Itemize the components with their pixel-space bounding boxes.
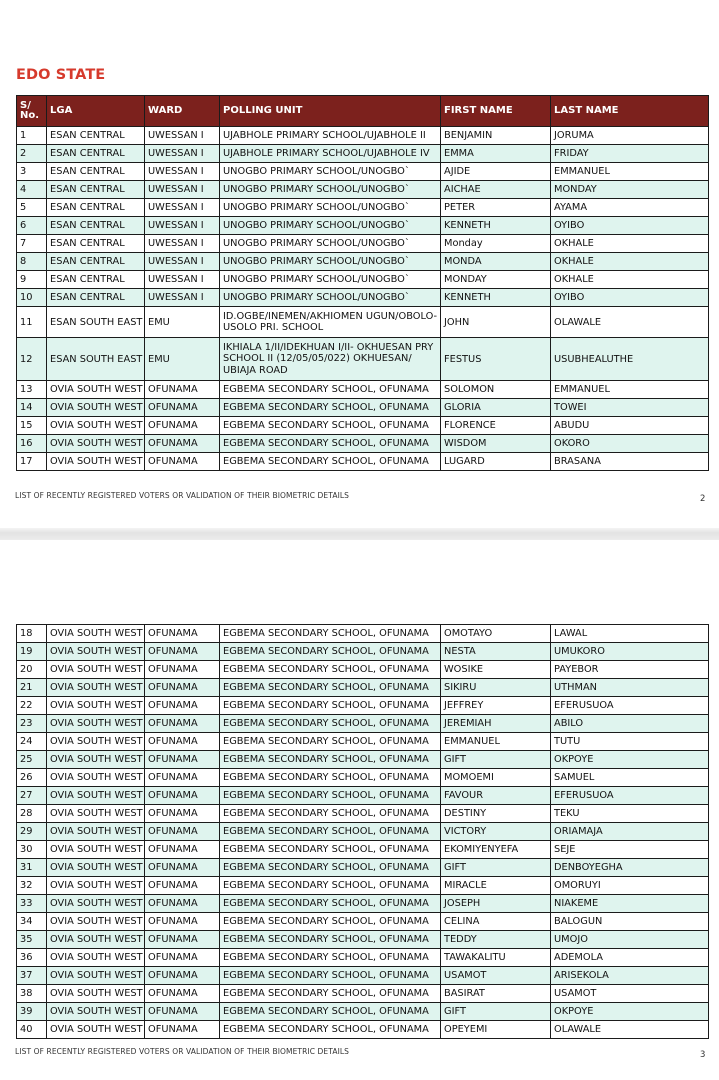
cell-lga: OVIA SOUTH WEST <box>47 751 145 769</box>
column-header-first-name: FIRST NAME <box>441 96 551 127</box>
cell-serial-no: 26 <box>17 769 47 787</box>
cell-lga: OVIA SOUTH WEST <box>47 787 145 805</box>
cell-last-name: OLAWALE <box>551 1021 709 1039</box>
column-header-ward: WARD <box>145 96 220 127</box>
cell-ward: OFUNAMA <box>145 931 220 949</box>
cell-first-name: BENJAMIN <box>441 127 551 145</box>
cell-polling-unit: UJABHOLE PRIMARY SCHOOL/UJABHOLE IV <box>220 145 441 163</box>
cell-lga: ESAN SOUTH EAST <box>47 307 145 338</box>
cell-ward: OFUNAMA <box>145 1021 220 1039</box>
cell-serial-no: 21 <box>17 679 47 697</box>
cell-last-name: OKPOYE <box>551 751 709 769</box>
cell-first-name: JEREMIAH <box>441 715 551 733</box>
cell-lga: ESAN CENTRAL <box>47 235 145 253</box>
cell-lga: OVIA SOUTH WEST <box>47 453 145 471</box>
cell-first-name: BASIRAT <box>441 985 551 1003</box>
cell-first-name: MOMOEMI <box>441 769 551 787</box>
cell-ward: EMU <box>145 307 220 338</box>
cell-lga: OVIA SOUTH WEST <box>47 435 145 453</box>
cell-lga: OVIA SOUTH WEST <box>47 381 145 399</box>
table-row <box>17 127 709 145</box>
cell-serial-no: 24 <box>17 733 47 751</box>
cell-ward: OFUNAMA <box>145 399 220 417</box>
cell-polling-unit: EGBEMA SECONDARY SCHOOL, OFUNAMA <box>220 949 441 967</box>
cell-serial-no: 38 <box>17 985 47 1003</box>
cell-lga: ESAN CENTRAL <box>47 271 145 289</box>
cell-first-name: DESTINY <box>441 805 551 823</box>
cell-polling-unit: EGBEMA SECONDARY SCHOOL, OFUNAMA <box>220 661 441 679</box>
cell-serial-no: 29 <box>17 823 47 841</box>
cell-lga: OVIA SOUTH WEST <box>47 1003 145 1021</box>
cell-first-name: Monday <box>441 235 551 253</box>
cell-polling-unit: EGBEMA SECONDARY SCHOOL, OFUNAMA <box>220 877 441 895</box>
cell-first-name: SOLOMON <box>441 381 551 399</box>
cell-ward: OFUNAMA <box>145 967 220 985</box>
cell-lga: OVIA SOUTH WEST <box>47 967 145 985</box>
cell-polling-unit: EGBEMA SECONDARY SCHOOL, OFUNAMA <box>220 1003 441 1021</box>
table-row <box>17 181 709 199</box>
cell-last-name: OKORO <box>551 435 709 453</box>
cell-ward: UWESSAN I <box>145 289 220 307</box>
table-row <box>17 417 709 435</box>
cell-first-name: CELINA <box>441 913 551 931</box>
cell-polling-unit: EGBEMA SECONDARY SCHOOL, OFUNAMA <box>220 625 441 643</box>
cell-lga: OVIA SOUTH WEST <box>47 895 145 913</box>
cell-ward: OFUNAMA <box>145 625 220 643</box>
cell-ward: OFUNAMA <box>145 435 220 453</box>
table-row <box>17 307 709 338</box>
cell-lga: OVIA SOUTH WEST <box>47 733 145 751</box>
cell-last-name: BALOGUN <box>551 913 709 931</box>
table-row <box>17 949 709 967</box>
table-row <box>17 895 709 913</box>
cell-ward: UWESSAN I <box>145 145 220 163</box>
cell-polling-unit: EGBEMA SECONDARY SCHOOL, OFUNAMA <box>220 985 441 1003</box>
cell-last-name: UTHMAN <box>551 679 709 697</box>
cell-last-name: TOWEI <box>551 399 709 417</box>
cell-first-name: JEFFREY <box>441 697 551 715</box>
column-header-polling-unit: POLLING UNIT <box>220 96 441 127</box>
cell-ward: OFUNAMA <box>145 877 220 895</box>
cell-last-name: AYAMA <box>551 199 709 217</box>
cell-ward: OFUNAMA <box>145 913 220 931</box>
cell-polling-unit: EGBEMA SECONDARY SCHOOL, OFUNAMA <box>220 823 441 841</box>
cell-lga: ESAN CENTRAL <box>47 163 145 181</box>
cell-ward: OFUNAMA <box>145 679 220 697</box>
table-row <box>17 985 709 1003</box>
cell-lga: OVIA SOUTH WEST <box>47 949 145 967</box>
cell-polling-unit: EGBEMA SECONDARY SCHOOL, OFUNAMA <box>220 399 441 417</box>
cell-last-name: OKHALE <box>551 271 709 289</box>
cell-last-name: NIAKEME <box>551 895 709 913</box>
table-row <box>17 625 709 643</box>
cell-polling-unit: EGBEMA SECONDARY SCHOOL, OFUNAMA <box>220 787 441 805</box>
cell-lga: OVIA SOUTH WEST <box>47 841 145 859</box>
column-header-lga: LGA <box>47 96 145 127</box>
cell-serial-no: 37 <box>17 967 47 985</box>
cell-lga: OVIA SOUTH WEST <box>47 913 145 931</box>
table-row <box>17 841 709 859</box>
cell-polling-unit: ID.OGBE/INEMEN/AKHIOMEN UGUN/OBOLO-USOLO PRI. SCHOOL <box>220 307 441 338</box>
cell-last-name: ARISEKOLA <box>551 967 709 985</box>
cell-lga: OVIA SOUTH WEST <box>47 877 145 895</box>
cell-serial-no: 22 <box>17 697 47 715</box>
cell-last-name: ABILO <box>551 715 709 733</box>
cell-first-name: KENNETH <box>441 289 551 307</box>
table-row <box>17 399 709 417</box>
cell-first-name: OMOTAYO <box>441 625 551 643</box>
document-page-2 <box>0 0 719 528</box>
cell-first-name: FLORENCE <box>441 417 551 435</box>
document-page-3 <box>0 540 719 1080</box>
table-row <box>17 338 709 381</box>
cell-first-name: JOSEPH <box>441 895 551 913</box>
cell-last-name: SEJE <box>551 841 709 859</box>
cell-last-name: PAYEBOR <box>551 661 709 679</box>
cell-serial-no: 39 <box>17 1003 47 1021</box>
cell-lga: OVIA SOUTH WEST <box>47 643 145 661</box>
state-heading: EDO STATE <box>16 67 106 83</box>
cell-last-name: USUBHEALUTHE <box>551 338 709 381</box>
table-row <box>17 289 709 307</box>
cell-polling-unit: EGBEMA SECONDARY SCHOOL, OFUNAMA <box>220 643 441 661</box>
cell-last-name: OLAWALE <box>551 307 709 338</box>
cell-last-name: LAWAL <box>551 625 709 643</box>
cell-serial-no: 33 <box>17 895 47 913</box>
cell-first-name: NESTA <box>441 643 551 661</box>
cell-first-name: GIFT <box>441 1003 551 1021</box>
cell-last-name: EMMANUEL <box>551 381 709 399</box>
cell-serial-no: 35 <box>17 931 47 949</box>
cell-serial-no: 19 <box>17 643 47 661</box>
cell-last-name: ADEMOLA <box>551 949 709 967</box>
table-row <box>17 271 709 289</box>
cell-ward: OFUNAMA <box>145 769 220 787</box>
table-row <box>17 145 709 163</box>
cell-ward: OFUNAMA <box>145 661 220 679</box>
cell-lga: OVIA SOUTH WEST <box>47 697 145 715</box>
cell-first-name: KENNETH <box>441 217 551 235</box>
cell-first-name: SIKIRU <box>441 679 551 697</box>
cell-ward: UWESSAN I <box>145 271 220 289</box>
cell-lga: ESAN CENTRAL <box>47 127 145 145</box>
cell-polling-unit: UNOGBO PRIMARY SCHOOL/UNOGBO` <box>220 163 441 181</box>
table-row <box>17 679 709 697</box>
cell-polling-unit: EGBEMA SECONDARY SCHOOL, OFUNAMA <box>220 679 441 697</box>
cell-first-name: AJIDE <box>441 163 551 181</box>
cell-lga: OVIA SOUTH WEST <box>47 679 145 697</box>
cell-last-name: OKHALE <box>551 235 709 253</box>
table-row <box>17 769 709 787</box>
cell-polling-unit: EGBEMA SECONDARY SCHOOL, OFUNAMA <box>220 931 441 949</box>
cell-first-name: EMMA <box>441 145 551 163</box>
cell-last-name: SAMUEL <box>551 769 709 787</box>
cell-first-name: LUGARD <box>441 453 551 471</box>
cell-serial-no: 2 <box>17 145 47 163</box>
cell-serial-no: 5 <box>17 199 47 217</box>
cell-lga: OVIA SOUTH WEST <box>47 823 145 841</box>
cell-ward: UWESSAN I <box>145 253 220 271</box>
table-row <box>17 661 709 679</box>
cell-serial-no: 16 <box>17 435 47 453</box>
cell-polling-unit: EGBEMA SECONDARY SCHOOL, OFUNAMA <box>220 841 441 859</box>
page-number: 3 <box>700 1050 706 1060</box>
cell-lga: ESAN CENTRAL <box>47 199 145 217</box>
cell-serial-no: 9 <box>17 271 47 289</box>
cell-ward: OFUNAMA <box>145 417 220 435</box>
cell-first-name: FESTUS <box>441 338 551 381</box>
cell-lga: OVIA SOUTH WEST <box>47 661 145 679</box>
cell-last-name: OKPOYE <box>551 1003 709 1021</box>
cell-polling-unit: EGBEMA SECONDARY SCHOOL, OFUNAMA <box>220 751 441 769</box>
cell-serial-no: 3 <box>17 163 47 181</box>
cell-lga: OVIA SOUTH WEST <box>47 417 145 435</box>
cell-first-name: GIFT <box>441 859 551 877</box>
cell-polling-unit: UNOGBO PRIMARY SCHOOL/UNOGBO` <box>220 181 441 199</box>
cell-lga: OVIA SOUTH WEST <box>47 715 145 733</box>
cell-ward: OFUNAMA <box>145 381 220 399</box>
cell-last-name: OKHALE <box>551 253 709 271</box>
cell-last-name: DENBOYEGHA <box>551 859 709 877</box>
cell-first-name: MONDAY <box>441 271 551 289</box>
table-row <box>17 453 709 471</box>
cell-lga: OVIA SOUTH WEST <box>47 985 145 1003</box>
cell-last-name: OMORUYI <box>551 877 709 895</box>
cell-last-name: EFERUSUOA <box>551 697 709 715</box>
cell-serial-no: 15 <box>17 417 47 435</box>
cell-polling-unit: EGBEMA SECONDARY SCHOOL, OFUNAMA <box>220 733 441 751</box>
cell-serial-no: 40 <box>17 1021 47 1039</box>
cell-polling-unit: EGBEMA SECONDARY SCHOOL, OFUNAMA <box>220 895 441 913</box>
table-row <box>17 877 709 895</box>
cell-last-name: JORUMA <box>551 127 709 145</box>
cell-ward: OFUNAMA <box>145 453 220 471</box>
cell-ward: UWESSAN I <box>145 235 220 253</box>
cell-last-name: MONDAY <box>551 181 709 199</box>
cell-first-name: VICTORY <box>441 823 551 841</box>
cell-ward: OFUNAMA <box>145 895 220 913</box>
cell-first-name: JOHN <box>441 307 551 338</box>
cell-polling-unit: UNOGBO PRIMARY SCHOOL/UNOGBO` <box>220 199 441 217</box>
voters-table-page-3 <box>16 624 709 1039</box>
cell-polling-unit: UNOGBO PRIMARY SCHOOL/UNOGBO` <box>220 235 441 253</box>
cell-serial-no: 4 <box>17 181 47 199</box>
cell-lga: ESAN CENTRAL <box>47 145 145 163</box>
table-row <box>17 931 709 949</box>
cell-last-name: ABUDU <box>551 417 709 435</box>
cell-polling-unit: UNOGBO PRIMARY SCHOOL/UNOGBO` <box>220 289 441 307</box>
cell-polling-unit: EGBEMA SECONDARY SCHOOL, OFUNAMA <box>220 769 441 787</box>
cell-lga: ESAN CENTRAL <box>47 217 145 235</box>
cell-first-name: TEDDY <box>441 931 551 949</box>
cell-lga: ESAN SOUTH EAST <box>47 338 145 381</box>
table-row <box>17 163 709 181</box>
cell-serial-no: 31 <box>17 859 47 877</box>
cell-polling-unit: UNOGBO PRIMARY SCHOOL/UNOGBO` <box>220 217 441 235</box>
cell-serial-no: 1 <box>17 127 47 145</box>
cell-ward: UWESSAN I <box>145 127 220 145</box>
cell-lga: OVIA SOUTH WEST <box>47 399 145 417</box>
table-row <box>17 217 709 235</box>
cell-polling-unit: EGBEMA SECONDARY SCHOOL, OFUNAMA <box>220 453 441 471</box>
table-row <box>17 643 709 661</box>
table-row <box>17 733 709 751</box>
cell-serial-no: 36 <box>17 949 47 967</box>
cell-last-name: UMUKORO <box>551 643 709 661</box>
table-row <box>17 805 709 823</box>
cell-polling-unit: IKHIALA 1/II/IDEKHUAN I/II- OKHUESAN PRY SCHOOL II (12/05/05/022) OKHUESAN/ UBIAJA ROAD <box>220 338 441 381</box>
cell-ward: OFUNAMA <box>145 787 220 805</box>
cell-ward: UWESSAN I <box>145 217 220 235</box>
cell-serial-no: 34 <box>17 913 47 931</box>
cell-ward: OFUNAMA <box>145 985 220 1003</box>
cell-first-name: USAMOT <box>441 967 551 985</box>
cell-lga: ESAN CENTRAL <box>47 253 145 271</box>
cell-polling-unit: EGBEMA SECONDARY SCHOOL, OFUNAMA <box>220 417 441 435</box>
cell-ward: UWESSAN I <box>145 163 220 181</box>
cell-serial-no: 13 <box>17 381 47 399</box>
cell-lga: OVIA SOUTH WEST <box>47 859 145 877</box>
cell-first-name: GIFT <box>441 751 551 769</box>
cell-last-name: EMMANUEL <box>551 163 709 181</box>
cell-first-name: WISDOM <box>441 435 551 453</box>
cell-lga: ESAN CENTRAL <box>47 289 145 307</box>
page-footer-text: LIST OF RECENTLY REGISTERED VOTERS OR VALIDATION OF THEIR BIOMETRIC DETAILS <box>15 491 350 500</box>
cell-serial-no: 23 <box>17 715 47 733</box>
cell-first-name: EKOMIYENYEFA <box>441 841 551 859</box>
table-row <box>17 435 709 453</box>
table-row <box>17 1003 709 1021</box>
table-row <box>17 199 709 217</box>
cell-polling-unit: EGBEMA SECONDARY SCHOOL, OFUNAMA <box>220 967 441 985</box>
cell-polling-unit: EGBEMA SECONDARY SCHOOL, OFUNAMA <box>220 859 441 877</box>
cell-last-name: USAMOT <box>551 985 709 1003</box>
cell-serial-no: 18 <box>17 625 47 643</box>
column-header-serial-no: S/ No. <box>17 96 47 127</box>
cell-serial-no: 14 <box>17 399 47 417</box>
cell-lga: OVIA SOUTH WEST <box>47 769 145 787</box>
cell-polling-unit: EGBEMA SECONDARY SCHOOL, OFUNAMA <box>220 1021 441 1039</box>
cell-serial-no: 32 <box>17 877 47 895</box>
cell-serial-no: 8 <box>17 253 47 271</box>
table-row <box>17 235 709 253</box>
cell-serial-no: 28 <box>17 805 47 823</box>
cell-polling-unit: EGBEMA SECONDARY SCHOOL, OFUNAMA <box>220 913 441 931</box>
table-row <box>17 751 709 769</box>
cell-first-name: EMMANUEL <box>441 733 551 751</box>
cell-serial-no: 17 <box>17 453 47 471</box>
cell-ward: UWESSAN I <box>145 181 220 199</box>
cell-ward: UWESSAN I <box>145 199 220 217</box>
cell-serial-no: 27 <box>17 787 47 805</box>
table-row <box>17 787 709 805</box>
cell-lga: OVIA SOUTH WEST <box>47 625 145 643</box>
cell-ward: OFUNAMA <box>145 1003 220 1021</box>
cell-last-name: BRASANA <box>551 453 709 471</box>
cell-ward: OFUNAMA <box>145 841 220 859</box>
table-row <box>17 697 709 715</box>
cell-serial-no: 11 <box>17 307 47 338</box>
cell-polling-unit: EGBEMA SECONDARY SCHOOL, OFUNAMA <box>220 805 441 823</box>
cell-serial-no: 25 <box>17 751 47 769</box>
cell-last-name: TEKU <box>551 805 709 823</box>
table-row <box>17 1021 709 1039</box>
cell-last-name: OYIBO <box>551 289 709 307</box>
table-row <box>17 381 709 399</box>
cell-serial-no: 12 <box>17 338 47 381</box>
table-row <box>17 859 709 877</box>
cell-ward: OFUNAMA <box>145 715 220 733</box>
cell-polling-unit: EGBEMA SECONDARY SCHOOL, OFUNAMA <box>220 435 441 453</box>
table-row <box>17 823 709 841</box>
cell-polling-unit: EGBEMA SECONDARY SCHOOL, OFUNAMA <box>220 715 441 733</box>
cell-first-name: MONDA <box>441 253 551 271</box>
cell-ward: OFUNAMA <box>145 697 220 715</box>
cell-ward: OFUNAMA <box>145 859 220 877</box>
table-row <box>17 253 709 271</box>
column-header-last-name: LAST NAME <box>551 96 709 127</box>
cell-polling-unit: UNOGBO PRIMARY SCHOOL/UNOGBO` <box>220 271 441 289</box>
cell-serial-no: 30 <box>17 841 47 859</box>
cell-lga: OVIA SOUTH WEST <box>47 805 145 823</box>
cell-ward: OFUNAMA <box>145 733 220 751</box>
cell-ward: OFUNAMA <box>145 643 220 661</box>
cell-lga: ESAN CENTRAL <box>47 181 145 199</box>
cell-polling-unit: EGBEMA SECONDARY SCHOOL, OFUNAMA <box>220 381 441 399</box>
cell-ward: OFUNAMA <box>145 751 220 769</box>
voters-table-page-2 <box>16 95 709 471</box>
cell-first-name: GLORIA <box>441 399 551 417</box>
page-number: 2 <box>700 494 706 504</box>
cell-serial-no: 7 <box>17 235 47 253</box>
cell-first-name: TAWAKALITU <box>441 949 551 967</box>
cell-ward: OFUNAMA <box>145 949 220 967</box>
table-row <box>17 967 709 985</box>
page-separator <box>0 528 719 540</box>
cell-serial-no: 10 <box>17 289 47 307</box>
cell-last-name: OYIBO <box>551 217 709 235</box>
cell-first-name: MIRACLE <box>441 877 551 895</box>
cell-lga: OVIA SOUTH WEST <box>47 1021 145 1039</box>
table-row <box>17 715 709 733</box>
table-header-row <box>17 96 709 127</box>
table-row <box>17 913 709 931</box>
cell-last-name: FRIDAY <box>551 145 709 163</box>
cell-polling-unit: UJABHOLE PRIMARY SCHOOL/UJABHOLE II <box>220 127 441 145</box>
cell-serial-no: 20 <box>17 661 47 679</box>
cell-last-name: EFERUSUOA <box>551 787 709 805</box>
cell-first-name: WOSIKE <box>441 661 551 679</box>
cell-first-name: FAVOUR <box>441 787 551 805</box>
cell-first-name: OPEYEMI <box>441 1021 551 1039</box>
cell-ward: OFUNAMA <box>145 823 220 841</box>
page-footer-text: LIST OF RECENTLY REGISTERED VOTERS OR VALIDATION OF THEIR BIOMETRIC DETAILS <box>15 1047 350 1056</box>
cell-ward: OFUNAMA <box>145 805 220 823</box>
cell-last-name: UMOJO <box>551 931 709 949</box>
cell-first-name: PETER <box>441 199 551 217</box>
cell-ward: EMU <box>145 338 220 381</box>
cell-polling-unit: UNOGBO PRIMARY SCHOOL/UNOGBO` <box>220 253 441 271</box>
cell-lga: OVIA SOUTH WEST <box>47 931 145 949</box>
cell-last-name: ORIAMAJA <box>551 823 709 841</box>
cell-polling-unit: EGBEMA SECONDARY SCHOOL, OFUNAMA <box>220 697 441 715</box>
cell-serial-no: 6 <box>17 217 47 235</box>
cell-first-name: AICHAE <box>441 181 551 199</box>
cell-last-name: TUTU <box>551 733 709 751</box>
